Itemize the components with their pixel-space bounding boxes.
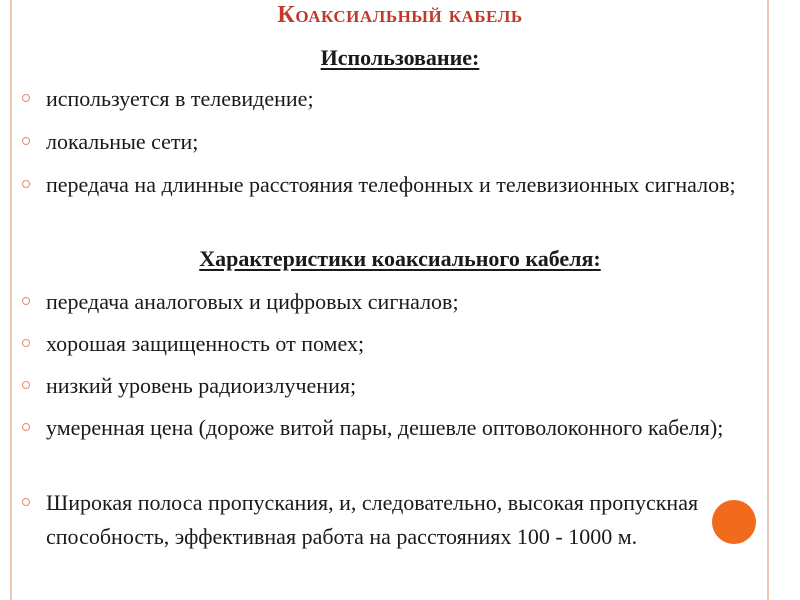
list-item xyxy=(22,125,768,159)
bullet-circle-icon xyxy=(22,423,30,431)
bullet-circle-icon xyxy=(22,180,30,188)
list-item-text: локальные сети; xyxy=(46,129,199,154)
list-item-text: используется в телевидение; xyxy=(46,86,314,111)
list-item xyxy=(22,327,768,361)
list-item xyxy=(22,168,768,202)
list-item-text: умеренная цена (дороже витой пары, дешевле оптоволоконного кабеля); xyxy=(46,415,724,440)
left-frame-line xyxy=(10,0,12,600)
bullet-circle-icon xyxy=(22,94,30,102)
list-item xyxy=(22,411,768,445)
list-item-text: передача аналоговых и цифровых сигналов; xyxy=(46,289,459,314)
bullet-circle-icon xyxy=(22,297,30,305)
list-item-text: хорошая защищенность от помех; xyxy=(46,331,365,356)
bullet-circle-icon xyxy=(22,339,30,347)
bullet-circle-icon xyxy=(22,381,30,389)
usage-heading: Использование: xyxy=(320,45,480,70)
slide-title: Коаксиальный кабель xyxy=(277,2,523,28)
decorative-circle-icon xyxy=(712,500,756,544)
list-item xyxy=(22,82,768,116)
characteristics-heading: Характеристики коаксиального кабеля: xyxy=(199,246,601,271)
bullet-circle-icon xyxy=(22,498,30,506)
list-item xyxy=(22,285,768,319)
list-item xyxy=(22,369,768,403)
list-item-text: Широкая полоса пропускания, и, следовательно, высокая пропускная способность, эффективная работа на расстояниях 100 - 1000 м. xyxy=(46,490,699,549)
list-item-text: передача на длинные расстояния телефонных и телевизионных сигналов; xyxy=(46,172,736,197)
bullet-circle-icon xyxy=(22,137,30,145)
list-item-text: низкий уровень радиоизлучения; xyxy=(46,373,357,398)
list-item xyxy=(22,486,762,554)
